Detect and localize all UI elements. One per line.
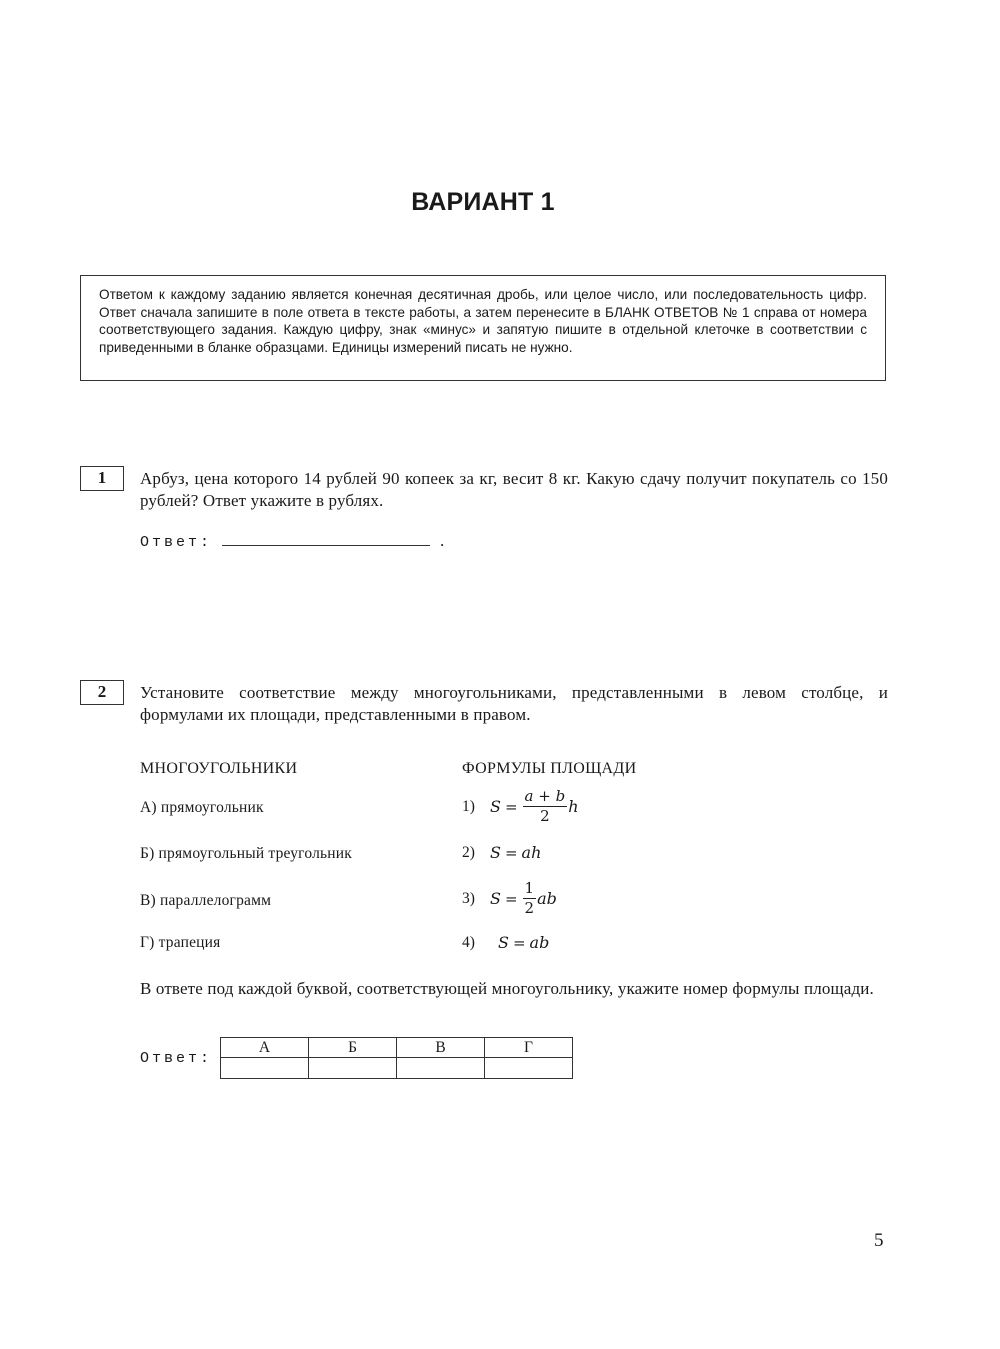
equals-sign: = bbox=[512, 933, 526, 952]
polygon-item-b: Б) прямоугольный треугольник bbox=[140, 845, 353, 862]
equals-sign: = bbox=[504, 843, 518, 862]
formula-rest: ab bbox=[537, 889, 557, 908]
formula-rest: ah bbox=[521, 843, 542, 862]
fraction-numerator: 1 bbox=[524, 879, 535, 897]
task-2-text: Установите соответствие между многоугольниками, представленными в левом столбце, и формулами их площади, представленными в правом. bbox=[140, 683, 888, 724]
task-number-1: 1 bbox=[80, 466, 124, 491]
task-1-answer-row bbox=[140, 531, 444, 551]
answer-header-v: В bbox=[397, 1038, 485, 1058]
polygons-header: МНОГОУГОЛЬНИКИ bbox=[140, 760, 298, 777]
answer-header-b: Б bbox=[309, 1038, 397, 1058]
formula-number: 1) bbox=[462, 797, 475, 815]
fraction bbox=[523, 787, 568, 826]
formula-lhs: S bbox=[490, 797, 501, 816]
formula-number: 3) bbox=[462, 889, 475, 907]
fraction bbox=[523, 879, 537, 918]
formula-4 bbox=[462, 933, 549, 952]
instructions-box: Ответом к каждому заданию является конечная десятичная дробь, или целое число, или последовательность цифр. Ответ сначала запишите в поле ответа в тексте работы, а затем перенесите в БЛАНК ОТВЕТОВ № 1 справа от номера соответствующего задания. Каждую цифру, знак «минус» и запятую пишите в отдельной клеточке в соответствии с приведенными в бланке образцами. Единицы измерений писать не нужно. bbox=[80, 275, 886, 381]
fraction-numerator: a + b bbox=[524, 787, 566, 805]
equals-sign: = bbox=[504, 797, 518, 816]
answer-cell-a[interactable] bbox=[221, 1058, 309, 1079]
task-number-2: 2 bbox=[80, 680, 124, 705]
formula-3 bbox=[462, 879, 557, 918]
page-number: 5 bbox=[874, 1230, 884, 1251]
formula-lhs: S bbox=[490, 889, 501, 908]
polygon-item-g: Г) трапеция bbox=[140, 934, 221, 951]
formula-number: 2) bbox=[462, 843, 475, 861]
answer-period: . bbox=[440, 531, 445, 550]
answer-cell-g[interactable] bbox=[485, 1058, 573, 1079]
formula-rest: h bbox=[568, 797, 579, 816]
answer-label: Ответ: bbox=[140, 1049, 213, 1067]
answer-cell-v[interactable] bbox=[397, 1058, 485, 1079]
task-2-answer-row bbox=[140, 1037, 573, 1079]
answer-cell-b[interactable] bbox=[309, 1058, 397, 1079]
answer-header-g: Г bbox=[485, 1038, 573, 1058]
formula-rest: ab bbox=[529, 933, 550, 952]
task-1-answer-field[interactable] bbox=[222, 531, 430, 546]
answer-label: Ответ: bbox=[140, 534, 213, 551]
formula-number: 4) bbox=[462, 933, 475, 951]
answer-table bbox=[220, 1037, 573, 1079]
formula-2 bbox=[462, 843, 541, 862]
formula-1 bbox=[462, 787, 579, 826]
answer-header-a: А bbox=[221, 1038, 309, 1058]
fraction-denominator: 2 bbox=[524, 899, 535, 917]
variant-title: ВАРИАНТ 1 bbox=[411, 188, 555, 216]
fraction-denominator: 2 bbox=[540, 807, 550, 825]
formula-lhs: S bbox=[490, 843, 501, 862]
polygon-item-a: А) прямоугольник bbox=[140, 799, 264, 816]
formula-lhs: S bbox=[498, 933, 509, 952]
task-2-instruction: В ответе под каждой буквой, соответствующей многоугольнику, укажите номер формулы площади. bbox=[140, 979, 874, 998]
task-1-text: Арбуз, цена которого 14 рублей 90 копеек за кг, весит 8 кг. Какую сдачу получит покупатель со 150 рублей? Ответ укажите в рублях. bbox=[140, 469, 888, 510]
formulas-header: ФОРМУЛЫ ПЛОЩАДИ bbox=[462, 760, 637, 777]
equals-sign: = bbox=[504, 889, 518, 908]
polygon-item-v: В) параллелограмм bbox=[140, 892, 272, 909]
